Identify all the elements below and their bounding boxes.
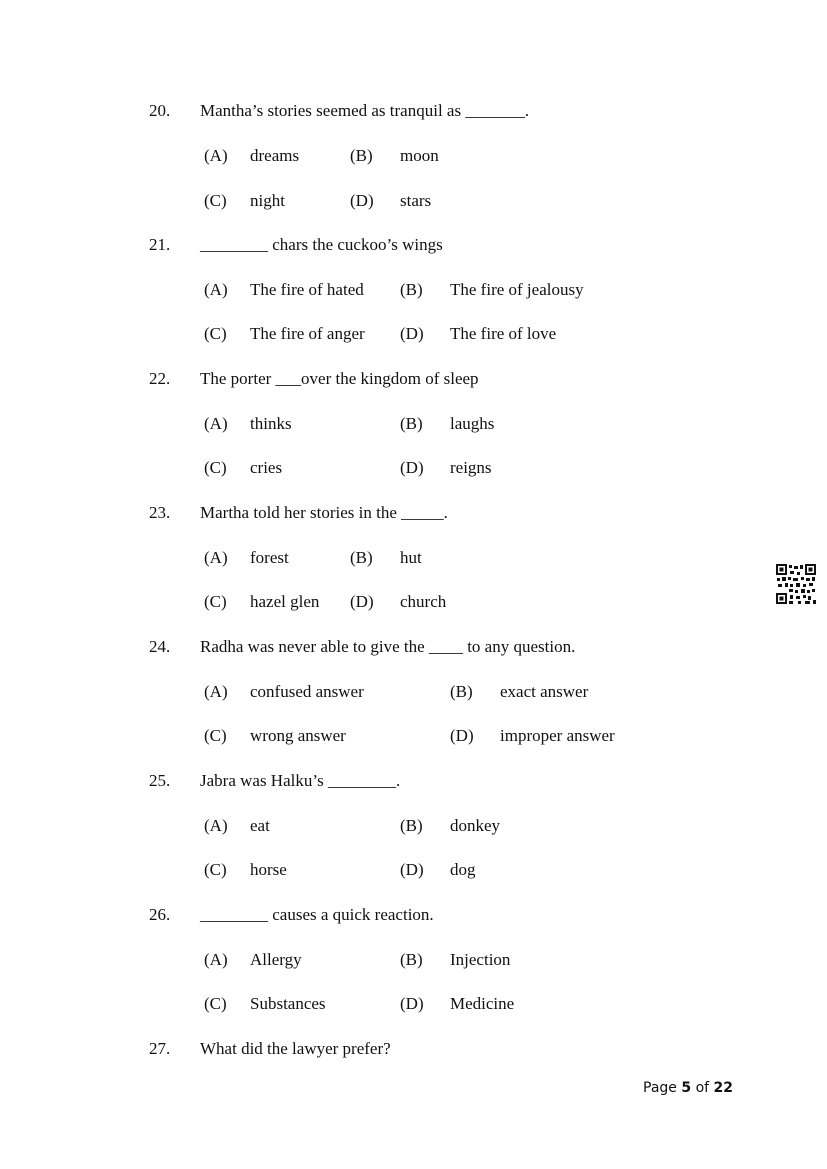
of-label: of	[695, 1080, 710, 1096]
option-text: church	[400, 592, 447, 611]
option-text: moon	[400, 146, 439, 165]
option-label: (D)	[350, 592, 374, 611]
question-number: 24.	[149, 637, 171, 656]
option-label: (C)	[204, 860, 227, 879]
option-label: (B)	[400, 816, 423, 835]
option-label: (A)	[204, 548, 228, 567]
option-text: dreams	[250, 146, 300, 165]
question-text: Martha told her stories in the _____.	[200, 503, 448, 522]
option-label: (B)	[350, 548, 373, 567]
option-label: (A)	[204, 414, 228, 433]
option-text: improper answer	[500, 726, 615, 745]
option-text: cries	[250, 458, 283, 477]
option-label: (B)	[450, 682, 473, 701]
option-text: Injection	[450, 950, 511, 969]
option-text: laughs	[450, 414, 495, 433]
question-number: 22.	[149, 369, 171, 388]
option-text: hazel glen	[250, 592, 320, 611]
option-label: (C)	[204, 191, 227, 210]
option-text: horse	[250, 860, 287, 879]
option-text: reigns	[450, 458, 492, 477]
option-label: (A)	[204, 816, 228, 835]
option-label: (B)	[400, 280, 423, 299]
question-number: 25.	[149, 771, 171, 790]
option-label: (B)	[400, 414, 423, 433]
question-text: Radha was never able to give the ____ to any question.	[200, 637, 576, 656]
option-label: (D)	[400, 994, 424, 1013]
option-text: Allergy	[250, 950, 302, 969]
option-text: The fire of anger	[250, 324, 365, 343]
option-text: The fire of love	[450, 324, 557, 343]
option-text: forest	[250, 548, 289, 567]
option-text: Substances	[250, 994, 326, 1013]
question-number: 20.	[149, 101, 171, 120]
option-label: (A)	[204, 146, 228, 165]
option-label: (D)	[350, 191, 374, 210]
option-text: exact answer	[500, 682, 589, 701]
option-label: (A)	[204, 682, 228, 701]
qr-code-icon	[776, 564, 816, 604]
question-number: 27.	[149, 1039, 171, 1058]
page-label: Page	[643, 1080, 677, 1096]
option-label: (C)	[204, 994, 227, 1013]
option-text: thinks	[250, 414, 292, 433]
current-page: 5	[681, 1080, 692, 1096]
option-label: (C)	[204, 726, 227, 745]
question-text: ________ causes a quick reaction.	[200, 905, 434, 924]
option-text: dog	[450, 860, 476, 879]
option-text: night	[250, 191, 285, 210]
option-label: (A)	[204, 950, 228, 969]
question-text: The porter ___over the kingdom of sleep	[200, 369, 479, 388]
option-text: wrong answer	[250, 726, 346, 745]
question-text: ________ chars the cuckoo’s wings	[200, 235, 443, 254]
option-label: (B)	[400, 950, 423, 969]
option-label: (D)	[450, 726, 474, 745]
option-text: The fire of hated	[250, 280, 364, 299]
question-number: 21.	[149, 235, 171, 254]
option-label: (D)	[400, 458, 424, 477]
option-label: (D)	[400, 860, 424, 879]
option-text: donkey	[450, 816, 501, 835]
option-text: eat	[250, 816, 270, 835]
option-label: (A)	[204, 280, 228, 299]
option-label: (C)	[204, 592, 227, 611]
question-text: What did the lawyer prefer?	[200, 1039, 391, 1058]
total-pages: 22	[713, 1080, 733, 1096]
option-text: hut	[400, 548, 422, 567]
option-text: stars	[400, 191, 432, 210]
page-footer	[643, 1080, 733, 1096]
option-label: (C)	[204, 458, 227, 477]
question-number: 23.	[149, 503, 171, 522]
question-number: 26.	[149, 905, 171, 924]
option-label: (D)	[400, 324, 424, 343]
option-label: (C)	[204, 324, 227, 343]
question-text: Mantha’s stories seemed as tranquil as _______.	[200, 101, 530, 120]
option-label: (B)	[350, 146, 373, 165]
option-text: The fire of jealousy	[450, 280, 584, 299]
option-text: confused answer	[250, 682, 364, 701]
option-text: Medicine	[450, 994, 515, 1013]
question-text: Jabra was Halku’s ________.	[200, 771, 401, 790]
